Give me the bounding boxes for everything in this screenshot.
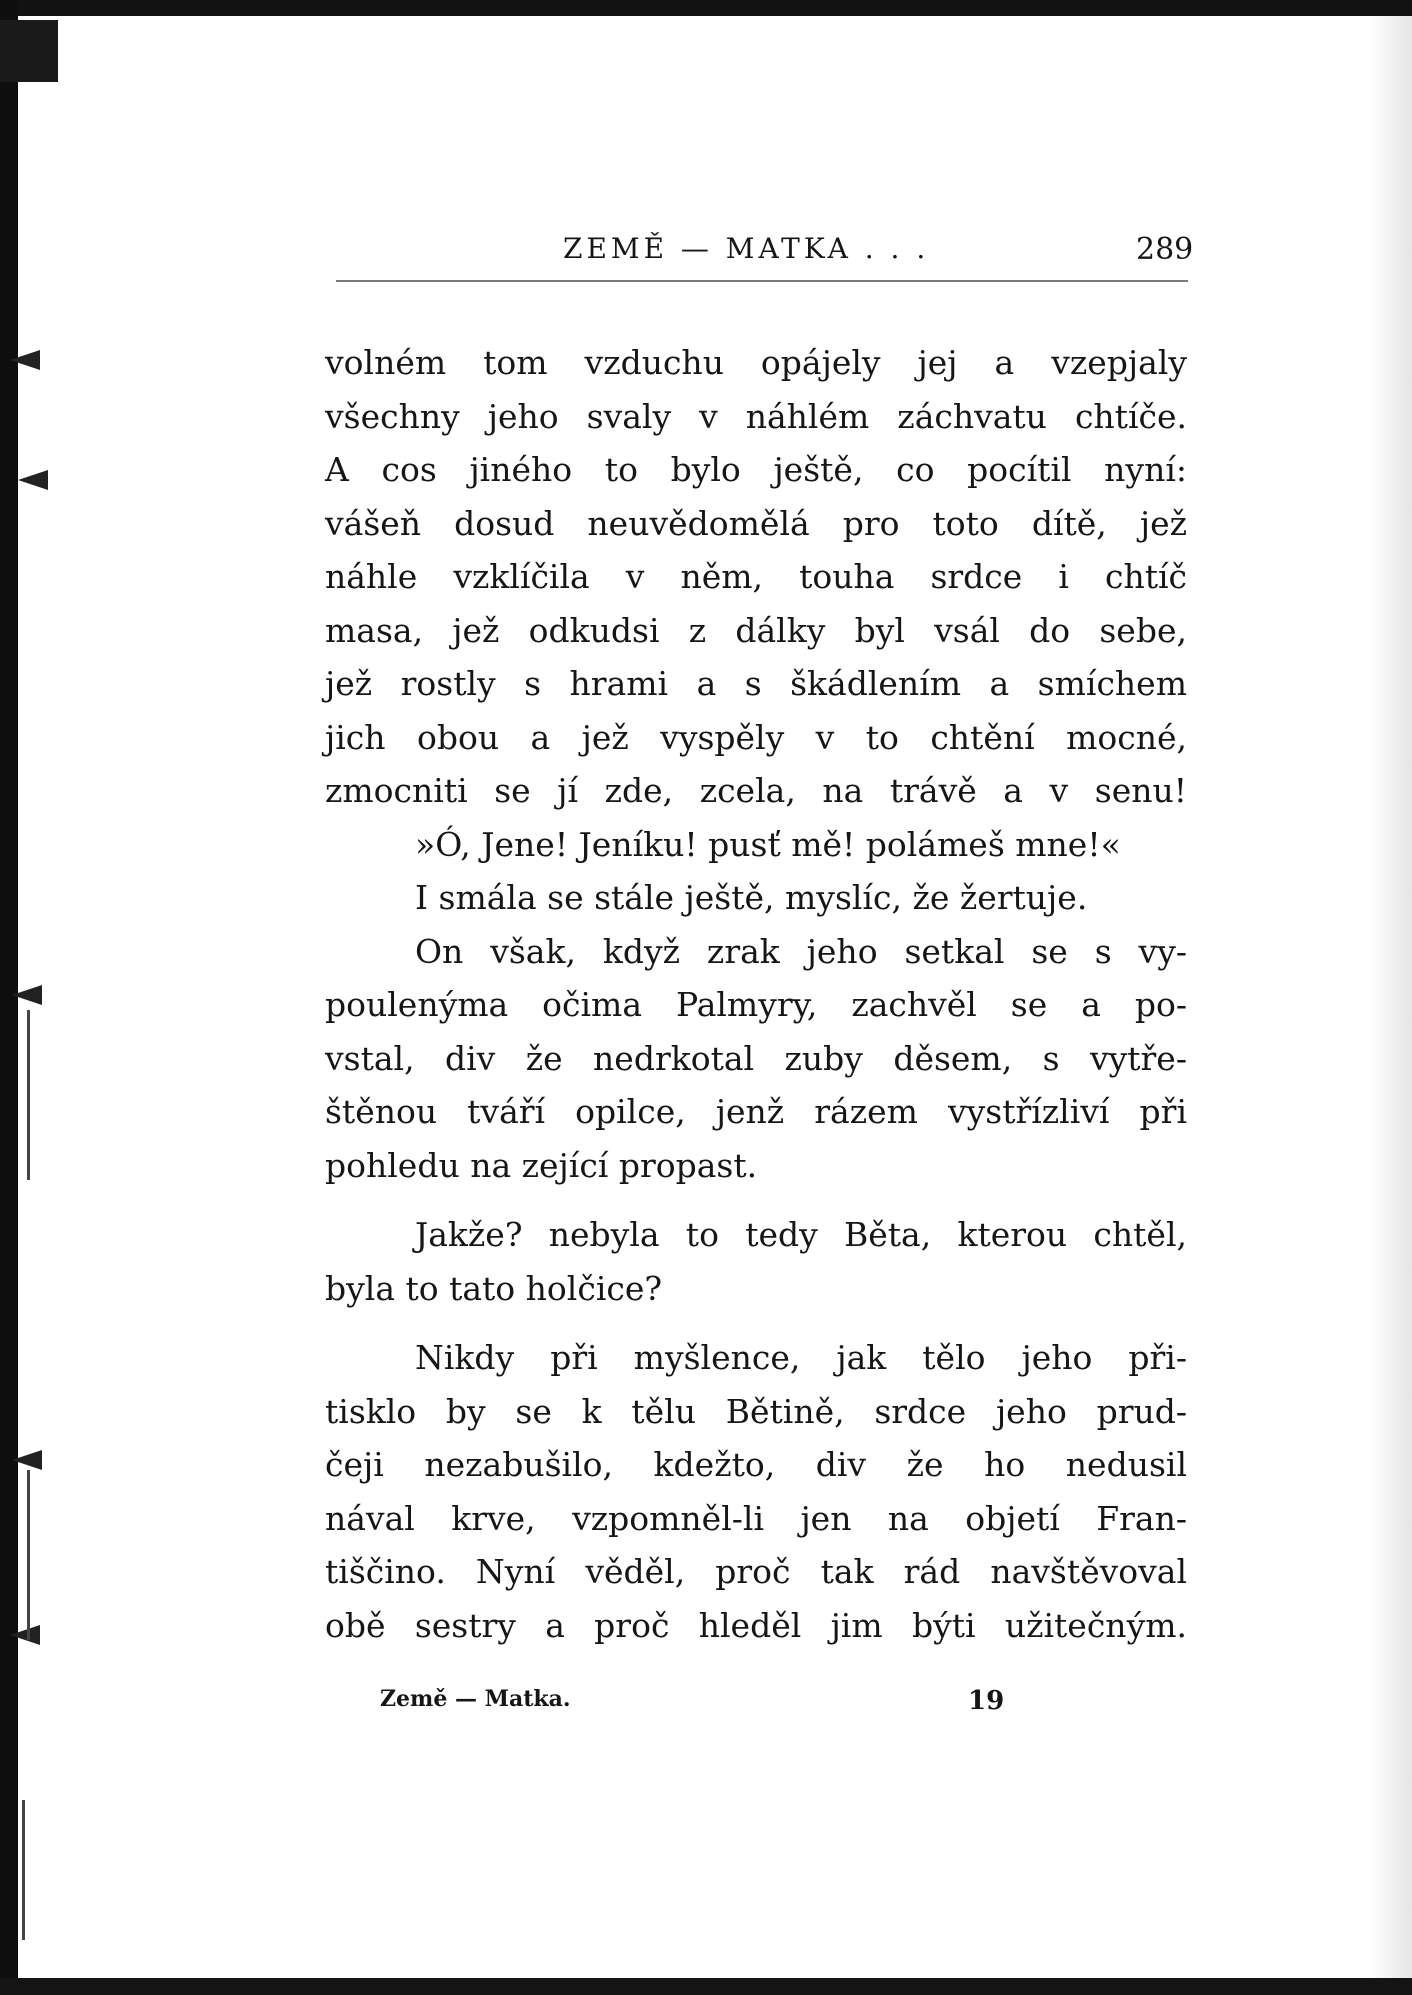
text-line: poulenýma očima Palmyry, zachvěl se a po- bbox=[325, 985, 1187, 1024]
sheet-number: 19 bbox=[968, 1686, 1005, 1716]
dialogue-line: »Ó, Jene! Jeníku! pusť mě! polámeš mne!« bbox=[415, 824, 1121, 864]
text-line: tiščino. Nyní věděl, proč tak rád navštěvoval bbox=[325, 1552, 1187, 1591]
body-text bbox=[325, 336, 1187, 1652]
text-line: vstal, div že nedrkotal zuby děsem, s vytře- bbox=[325, 1038, 1187, 1078]
text-line: volném tom vzduchu opájely jej a vzepjaly bbox=[325, 343, 1187, 382]
binding-mark bbox=[12, 985, 42, 1005]
binding-thread bbox=[22, 1800, 25, 1940]
binding-mark bbox=[18, 470, 48, 490]
running-header bbox=[0, 232, 1412, 276]
binding-thread bbox=[27, 1010, 30, 1180]
text-line: náhle vzklíčila v něm, touha srdce i chtíč bbox=[325, 557, 1187, 596]
text-line: tisklo by se k tělu Bětině, srdce jeho prud- bbox=[325, 1391, 1187, 1431]
scan-bottom-edge bbox=[0, 1978, 1412, 1995]
text-line: čeji nezabušilo, kdežto, div že ho nedusil bbox=[325, 1445, 1187, 1484]
text-line: zmocniti se jí zde, zcela, na trávě a v senu! bbox=[325, 771, 1187, 810]
running-title: ZEMĚ — MATKA . . . bbox=[563, 232, 930, 265]
text-line: nával krve, vzpomněl-li jen na objetí Fran- bbox=[325, 1498, 1187, 1538]
scan-corner-mark bbox=[0, 20, 58, 82]
text-line: byla to tato holčice? bbox=[325, 1268, 663, 1308]
scan-right-shadow bbox=[1370, 16, 1412, 1978]
text-line: všechny jeho svaly v náhlém záchvatu chtíče. bbox=[325, 396, 1187, 436]
text-line: jež rostly s hrami a s škádlením a smíchem bbox=[325, 664, 1187, 703]
text-line: A cos jiného to bylo ještě, co pocítil nyní: bbox=[325, 450, 1187, 489]
binding-mark bbox=[10, 350, 40, 370]
signature-mark: Země — Matka. bbox=[380, 1686, 571, 1712]
text-line: jich obou a jež vyspěly v to chtění mocné, bbox=[325, 717, 1187, 757]
page-number: 289 bbox=[1136, 232, 1194, 267]
binding-mark bbox=[12, 1450, 42, 1470]
paragraph-start: Nikdy při myšlence, jak tělo jeho při- bbox=[415, 1338, 1187, 1377]
scan-top-edge bbox=[0, 0, 1412, 16]
paragraph-start: On však, když zrak jeho setkal se s vy- bbox=[415, 931, 1187, 971]
text-line: obě sestry a proč hleděl jim býti užitečným. bbox=[325, 1605, 1187, 1645]
binding-thread bbox=[27, 1470, 30, 1640]
text-line: vášeň dosud neuvědomělá pro toto dítě, jež bbox=[325, 503, 1187, 543]
paragraph-start: Jakže? nebyla to tedy Běta, kterou chtěl, bbox=[415, 1215, 1187, 1254]
text-line: pohledu na zející propast. bbox=[325, 1145, 758, 1185]
binding-mark bbox=[10, 1625, 40, 1645]
text-line: masa, jež odkudsi z dálky byl vsál do sebe, bbox=[325, 610, 1187, 650]
header-rule bbox=[336, 280, 1188, 282]
text-line: štěnou tváří opilce, jenž rázem vystřízliví při bbox=[325, 1092, 1187, 1131]
signature-footer bbox=[0, 1686, 1412, 1722]
text-line: I smála se stále ještě, myslíc, že žertuje. bbox=[415, 878, 1088, 917]
